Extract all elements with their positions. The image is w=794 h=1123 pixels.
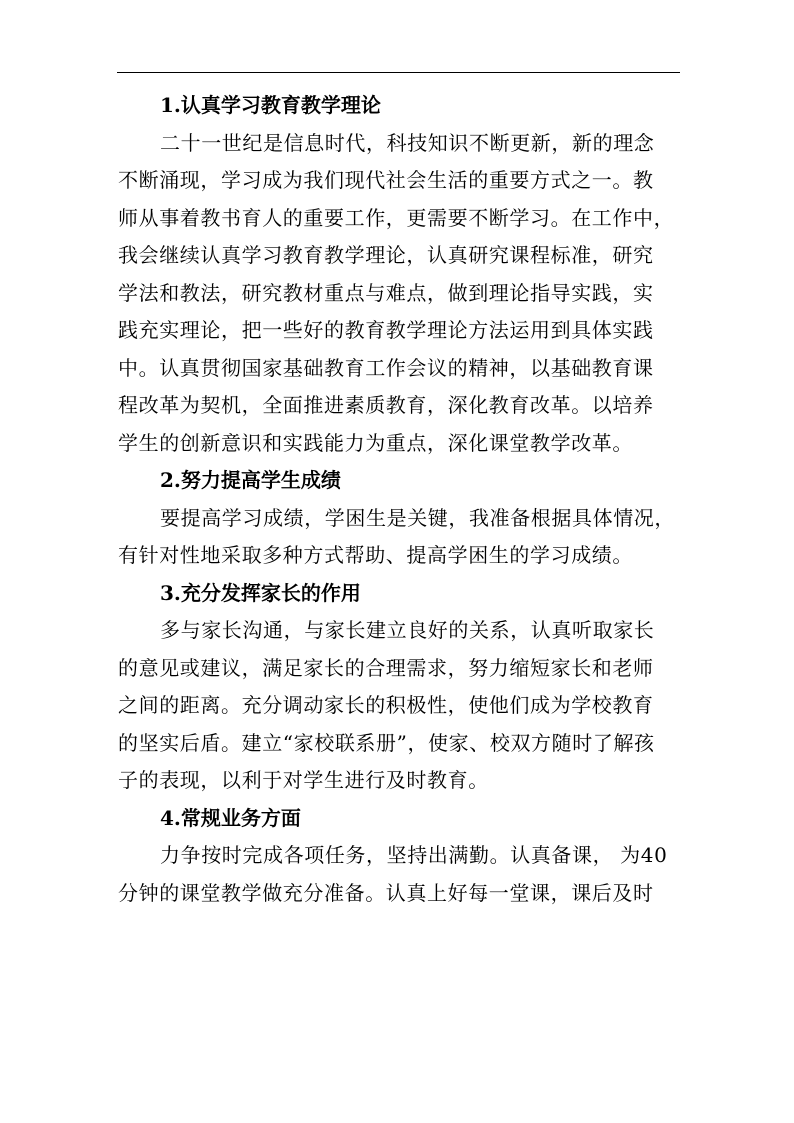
paragraph-line: 力争按时完成各项任务，坚持出满勤。认真备课， 为40 [160,843,668,867]
paragraph-line: 践充实理论，把一些好的教育教学理论方法运用到具体实践 [118,318,654,342]
paragraph [118,612,680,800]
paragraph [118,125,680,463]
paragraph-line: 有针对性地采取多种方式帮助、提高学困生的学习成绩。 [118,543,633,567]
paragraph-line: 的意见或建议，满足家长的合理需求，努力缩短家长和老师 [118,655,654,680]
paragraph-line: 的坚实后盾。建立“家校联系册”，使家、校双方随时了解孩 [118,730,655,755]
section-heading: 2.努力提高学生成绩 [160,468,341,492]
document-body [118,87,680,912]
paragraph-line: 中。认真贯彻国家基础教育工作会议的精神，以基础教育课 [118,355,654,380]
paragraph-line: 程改革为契机，全面推进素质教育，深化教育改革。以培养 [118,393,654,417]
paragraph-line: 不断涌现，学习成为我们现代社会生活的重要方式之一。教 [118,168,654,192]
paragraph-line: 我会继续认真学习教育教学理论，认真研究课程标准，研究 [118,243,654,267]
paragraph-line: 师从事着教书育人的重要工作，更需要不断学习。在工作中， [118,205,675,230]
paragraph-line: 之间的距离。充分调动家长的积极性，使他们成为学校教育 [118,693,654,717]
section-heading: 1.认真学习教育教学理论 [160,93,381,117]
header-rule [117,72,680,73]
paragraph [118,500,680,575]
paragraph-line: 子的表现，以利于对学生进行及时教育。 [118,768,489,792]
section-heading: 4.常规业务方面 [160,805,301,830]
paragraph-line: 多与家长沟通，与家长建立良好的关系，认真听取家长 [160,618,655,642]
paragraph-line: 要提高学习成绩，学困生是关键，我准备根据具体情况， [160,505,675,530]
paragraph-line: 学生的创新意识和实践能力为重点，深化课堂教学改革。 [118,430,633,455]
paragraph-line: 学法和教法，研究教材重点与难点，做到理论指导实践，实 [118,280,654,305]
paragraph-line: 分钟的课堂教学做充分准备。认真上好每一堂课，课后及时 [118,880,654,905]
section-heading: 3.充分发挥家长的作用 [160,580,361,605]
paragraph-line: 二十一世纪是信息时代，科技知识不断更新，新的理念 [160,130,655,155]
paragraph [118,837,680,912]
